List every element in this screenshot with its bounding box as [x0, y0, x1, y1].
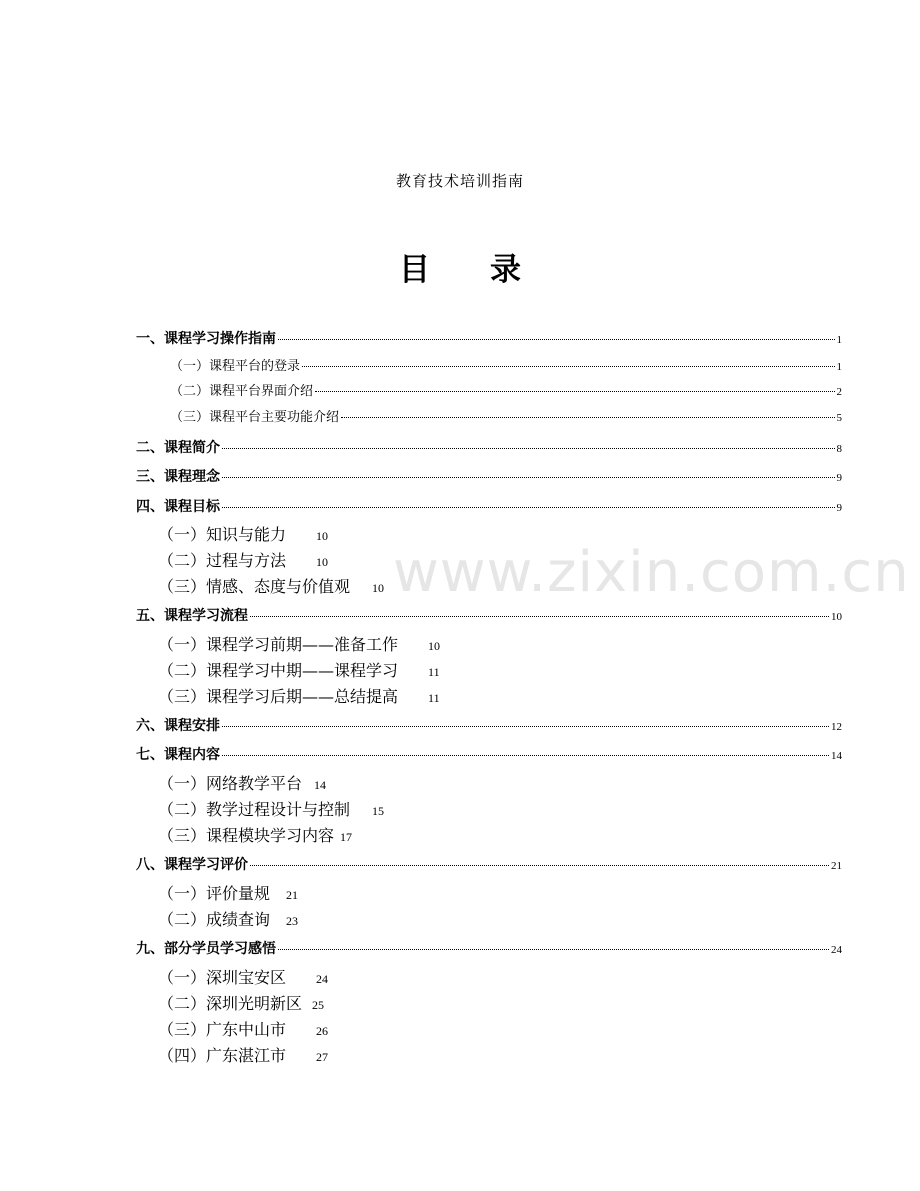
toc-entry-label: （三）课程学习后期——总结提高	[158, 687, 399, 706]
toc-entry-label: （三）广东中山市	[158, 1020, 287, 1039]
toc-entry-page: 25	[312, 998, 325, 1012]
toc-entry-label: （一）网络教学平台	[158, 774, 303, 793]
toc-entry-section[interactable]	[136, 466, 842, 488]
toc-entry-label: 六、课程安排	[136, 718, 220, 734]
toc-entry-label: 三、课程理念	[136, 469, 220, 485]
toc-entry-label: 七、课程内容	[136, 747, 220, 763]
toc-leader-dots	[222, 755, 829, 756]
toc-title-right: 录	[490, 252, 521, 288]
toc-entry-label: （三）情感、态度与价值观	[158, 577, 351, 596]
toc-entry-page: 8	[836, 443, 842, 455]
toc-entry-subsection[interactable]	[158, 522, 328, 546]
toc-entry-page: 24	[316, 972, 329, 986]
toc-entry-page: 10	[316, 555, 329, 569]
toc-entry-label: （二）教学过程设计与控制	[158, 800, 351, 819]
toc-entry-page: 9	[836, 502, 842, 514]
toc-entry-page: 1	[836, 334, 842, 346]
watermark: www.zixin.com.cn	[393, 540, 910, 605]
toc-entry-page: 17	[340, 830, 353, 844]
toc-entry-subsection[interactable]	[158, 907, 298, 931]
toc-entry-section[interactable]	[136, 938, 842, 960]
toc-entry-page: 15	[372, 804, 385, 818]
toc-entry-subsection[interactable]	[158, 991, 324, 1015]
toc-entry-page: 2	[836, 386, 842, 398]
toc-entry-page: 11	[428, 665, 440, 679]
toc-leader-dots	[315, 391, 834, 392]
toc-entry-subsection[interactable]	[170, 380, 842, 402]
toc-entry-page: 21	[831, 860, 842, 872]
toc-entry-label: （四）广东湛江市	[158, 1046, 287, 1065]
toc-entry-page: 1	[836, 361, 842, 373]
toc-entry-subsection[interactable]	[158, 658, 440, 682]
toc-entry-subsection[interactable]	[170, 355, 842, 377]
toc-entry-label: （一）深圳宝安区	[158, 968, 287, 987]
toc-entry-label: （一）评价量规	[158, 884, 271, 903]
toc-entry-subsection[interactable]	[158, 684, 440, 708]
toc-entry-label: （三）课程平台主要功能介绍	[170, 410, 340, 425]
toc-leader-dots	[222, 726, 829, 727]
toc-entry-subsection[interactable]	[170, 406, 842, 428]
toc-entry-subsection[interactable]	[158, 771, 326, 795]
toc-title	[0, 250, 920, 290]
toc-leader-dots	[341, 417, 834, 418]
document-header: 教育技术培训指南	[395, 172, 524, 190]
toc-entry-label: （一）课程学习前期——准备工作	[158, 635, 399, 654]
toc-entry-subsection[interactable]	[158, 881, 298, 905]
toc-entry-page: 9	[836, 472, 842, 484]
toc-entry-page: 10	[831, 611, 842, 623]
toc-entry-section[interactable]	[136, 328, 842, 350]
toc-entry-page: 14	[314, 778, 327, 792]
toc-entry-label: 五、课程学习流程	[136, 608, 248, 624]
toc-entry-page: 21	[286, 888, 299, 902]
toc-entry-page: 14	[831, 750, 842, 762]
toc-entry-section[interactable]	[136, 437, 842, 459]
toc-entry-label: 四、课程目标	[136, 499, 220, 515]
toc-leader-dots	[278, 949, 829, 950]
toc-entry-label: 八、课程学习评价	[136, 857, 248, 873]
toc-entry-page: 5	[836, 412, 842, 424]
toc-entry-subsection[interactable]	[158, 574, 384, 598]
toc-entry-page: 12	[831, 721, 842, 733]
toc-entry-label: 九、部分学员学习感悟	[136, 941, 276, 957]
toc-leader-dots	[222, 507, 835, 508]
toc-entry-label: （一）课程平台的登录	[170, 359, 301, 374]
toc-entry-label: 一、课程学习操作指南	[136, 331, 276, 347]
toc-entry-label: （一）知识与能力	[158, 525, 287, 544]
toc-entry-section[interactable]	[136, 715, 842, 737]
toc-entry-label: （二）课程平台界面介绍	[170, 384, 314, 399]
toc-leader-dots	[222, 477, 835, 478]
toc-entry-section[interactable]	[136, 496, 842, 518]
toc-entry-label: （二）过程与方法	[158, 551, 287, 570]
toc-entry-page: 11	[428, 691, 440, 705]
toc-leader-dots	[222, 448, 835, 449]
toc-entry-subsection[interactable]	[158, 823, 352, 847]
toc-entry-page: 10	[372, 581, 385, 595]
toc-entry-subsection[interactable]	[158, 548, 328, 572]
toc-entry-section[interactable]	[136, 744, 842, 766]
toc-leader-dots	[278, 339, 835, 340]
toc-entry-page: 26	[316, 1024, 329, 1038]
toc-entry-page: 27	[316, 1050, 329, 1064]
toc-entry-label: （二）深圳光明新区	[158, 994, 303, 1013]
toc-leader-dots	[250, 616, 829, 617]
toc-leader-dots	[250, 865, 829, 866]
toc-entry-subsection[interactable]	[158, 1017, 328, 1041]
toc-entry-label: 二、课程简介	[136, 440, 220, 456]
toc-entry-section[interactable]	[136, 605, 842, 627]
toc-entry-page: 10	[316, 529, 329, 543]
toc-entry-label: （三）课程模块学习内容	[158, 826, 335, 845]
toc-entry-subsection[interactable]	[158, 632, 440, 656]
toc-entry-page: 10	[428, 639, 441, 653]
toc-entry-page: 24	[831, 944, 842, 956]
toc-entry-section[interactable]	[136, 854, 842, 876]
toc-entry-page: 23	[286, 914, 299, 928]
toc-leader-dots	[302, 366, 834, 367]
toc-title-left: 目	[399, 252, 430, 288]
toc-entry-label: （二）课程学习中期——课程学习	[158, 661, 399, 680]
toc-entry-subsection[interactable]	[158, 797, 384, 821]
toc-entry-subsection[interactable]	[158, 1043, 328, 1067]
toc-entry-label: （二）成绩查询	[158, 910, 271, 929]
toc-entry-subsection[interactable]	[158, 965, 328, 989]
